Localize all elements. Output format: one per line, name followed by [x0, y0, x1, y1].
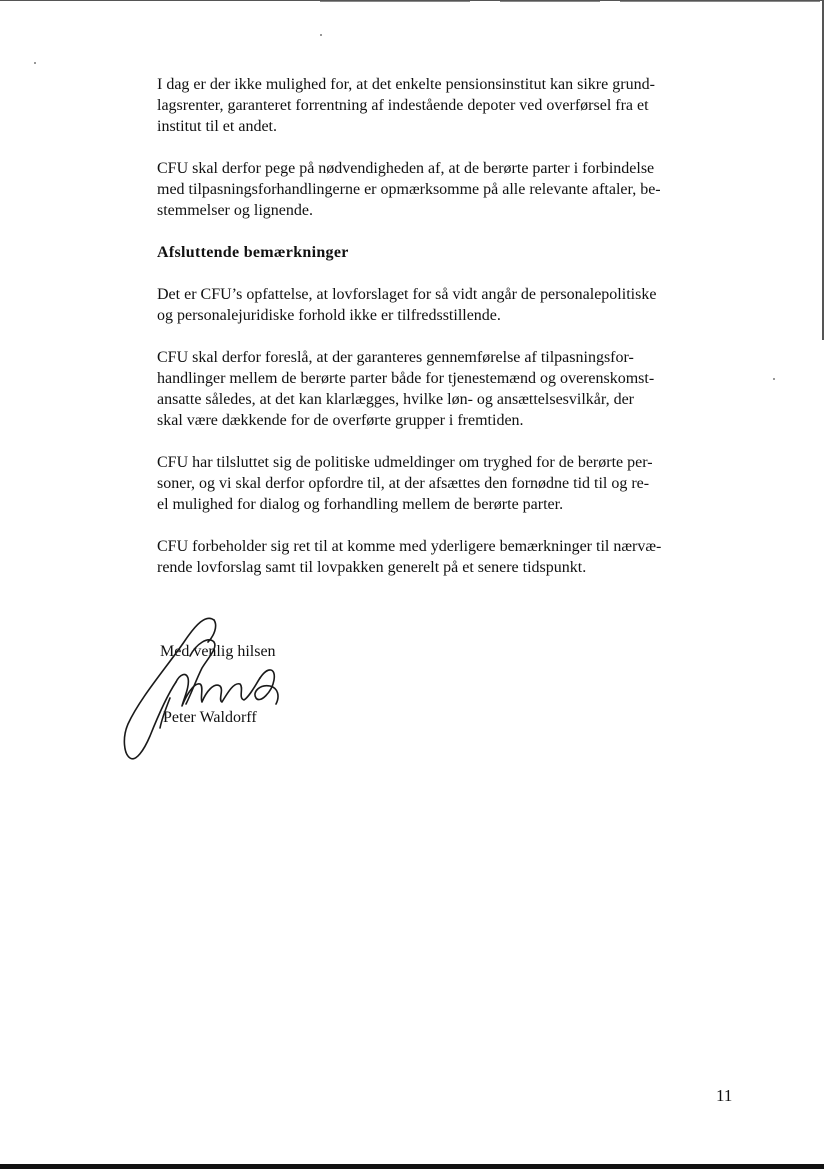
scan-speck — [773, 378, 775, 380]
scan-artifact — [320, 1, 470, 2]
paragraph-5-text: CFU har tilsluttet sig de politiske udmeldinger om tryghed for de berørte per- soner, og vi skal derfor opfordre til, at der afsættes den fornødne tid til og re- el mulighed for dialog og forhandling mellem de berørte parter. — [157, 454, 653, 513]
paragraph-6-text: CFU forbeholder sig ret til at komme med yderligere bemærkninger til nærvæ- rende lovforslag samt til lovpakken generelt på et senere tidspunkt. — [157, 538, 662, 576]
paragraph-1 — [157, 74, 729, 137]
paragraph-4-text: CFU skal derfor foreslå, at der garanteres gennemførelse af tilpasningsfor- handlinger mellem de berørte parter både for tjenestemænd og overenskomst- ansatte således, at det kan klarlægges, hvilke løn- og ansættelsesvilkår, der skal være dækkende for de overførte grupper i fremtiden. — [157, 349, 655, 429]
paragraph-3-text: Det er CFU’s opfattelse, at lovforslaget for så vidt angår de personalepolitiske og personalejuridiske forhold ikke er tilfredsstillende. — [157, 286, 657, 324]
scan-artifact — [620, 1, 820, 2]
scan-artifact — [500, 1, 600, 2]
paragraph-4 — [157, 347, 729, 431]
paragraph-2 — [157, 158, 729, 221]
page-number: 11 — [716, 1086, 733, 1105]
section-heading: Afsluttende bemærkninger — [157, 244, 349, 261]
handwritten-signature — [110, 612, 290, 772]
paragraph-3 — [157, 284, 729, 326]
scan-bottom-edge — [0, 1164, 824, 1169]
signer-name: Peter Waldorff — [163, 709, 257, 726]
paragraph-2-text: CFU skal derfor pege på nødvendigheden af, at de berørte parter i forbindelse med tilpasningsforhandlingerne er opmærksomme på alle relevante aftaler, be- stemmelser og lignende. — [157, 160, 661, 219]
scan-speck — [320, 34, 322, 36]
scan-speck — [34, 62, 36, 64]
letter-body — [157, 74, 729, 599]
closing-salutation: Med venlig hilsen — [160, 643, 276, 660]
paragraph-6 — [157, 536, 729, 578]
paragraph-5 — [157, 452, 729, 515]
paragraph-1-text: I dag er der ikke mulighed for, at det enkelte pensionsinstitut kan sikre grund- lagsrenter, garanteret forrentning af indestående depoter ved overførsel fra et institut til et andet. — [157, 76, 655, 135]
